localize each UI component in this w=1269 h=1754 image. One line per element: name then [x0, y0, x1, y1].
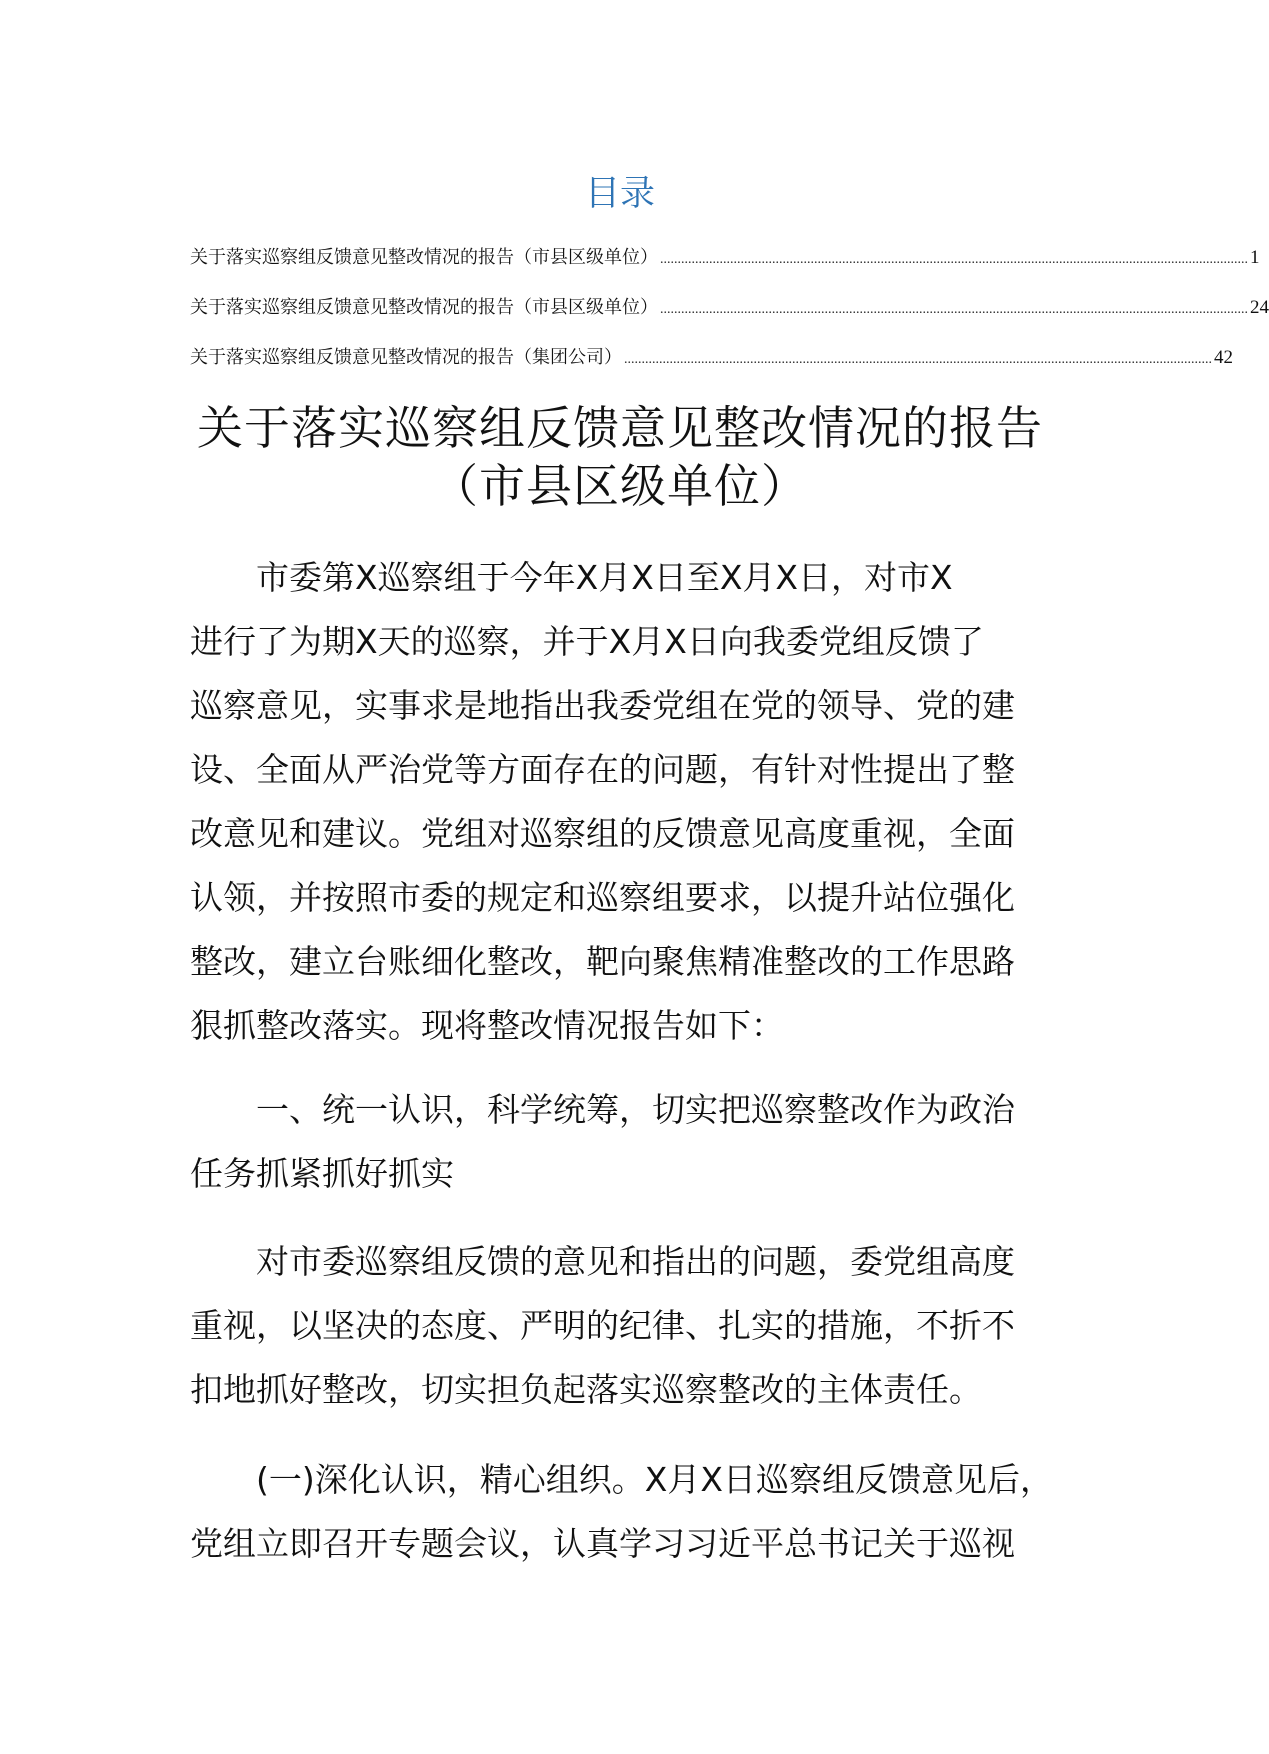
paragraph-line: 设、全面从严治党等方面存在的问题，有针对性提出了整	[190, 750, 1015, 789]
paragraph-line: 巡察意见，实事求是地指出我委党组在党的领导、党的建	[190, 686, 1015, 725]
toc-entry-page: 1	[1250, 247, 1260, 268]
document-subtitle: （市县区级单位）	[432, 459, 808, 513]
toc-entry[interactable]	[190, 346, 1233, 372]
paragraph-line: 党组立即召开专题会议，认真学习习近平总书记关于巡视	[190, 1524, 1015, 1563]
body-paragraph	[190, 1448, 1052, 1576]
toc-entry-text: 关于落实巡察组反馈意见整改情况的报告（市县区级单位）	[190, 247, 658, 268]
toc-leader-dots: ........................................................................................................................................................................	[624, 352, 1212, 367]
paragraph-line: 重视，以坚决的态度、严明的纪律、扎实的措施，不折不	[190, 1306, 1015, 1345]
paragraph-line: 改意见和建议。党组对巡察组的反馈意见高度重视，全面	[190, 814, 1015, 853]
paragraph-line: 进行了为期X天的巡察，并于X月X日向我委党组反馈了	[190, 622, 984, 661]
paragraph-line: 狠抓整改落实。现将整改情况报告如下：	[190, 1006, 784, 1045]
document-title: 关于落实巡察组反馈意见整改情况的报告	[197, 401, 1043, 455]
paragraph-line: (一)深化认识，精心组织。X月X日巡察组反馈意见后，	[256, 1460, 1053, 1499]
toc-title: 目录	[584, 174, 655, 214]
toc-leader-dots: ........................................................................................................................................................................	[660, 302, 1248, 317]
toc-entry-text: 关于落实巡察组反馈意见整改情况的报告（集团公司）	[190, 347, 622, 368]
paragraph-line: 整改，建立台账细化整改，靶向聚焦精准整改的工作思路	[190, 942, 1015, 981]
paragraph-line: 对市委巡察组反馈的意见和指出的问题，委党组高度	[256, 1242, 1015, 1281]
paragraph-line: 一、统一认识，科学统筹，切实把巡察整改作为政治	[256, 1090, 1015, 1129]
toc-entry[interactable]	[190, 296, 1269, 322]
body-paragraph	[190, 546, 1052, 1058]
toc-entry-page: 42	[1214, 347, 1233, 368]
paragraph-line: 扣地抓好整改，切实担负起落实巡察整改的主体责任。	[190, 1370, 982, 1409]
toc-entry[interactable]	[190, 246, 1260, 272]
paragraph-line: 认领，并按照市委的规定和巡察组要求，以提升站位强化	[190, 878, 1015, 917]
paragraph-line: 任务抓紧抓好抓实	[190, 1154, 454, 1193]
toc-entry-text: 关于落实巡察组反馈意见整改情况的报告（市县区级单位）	[190, 297, 658, 318]
toc-entry-page: 24	[1250, 297, 1269, 318]
paragraph-line: 市委第X巡察组于今年X月X日至X月X日，对市X	[256, 558, 953, 597]
toc-leader-dots: ........................................................................................................................................................................	[660, 252, 1248, 267]
section-heading	[190, 1078, 1052, 1206]
body-paragraph	[190, 1230, 1052, 1422]
